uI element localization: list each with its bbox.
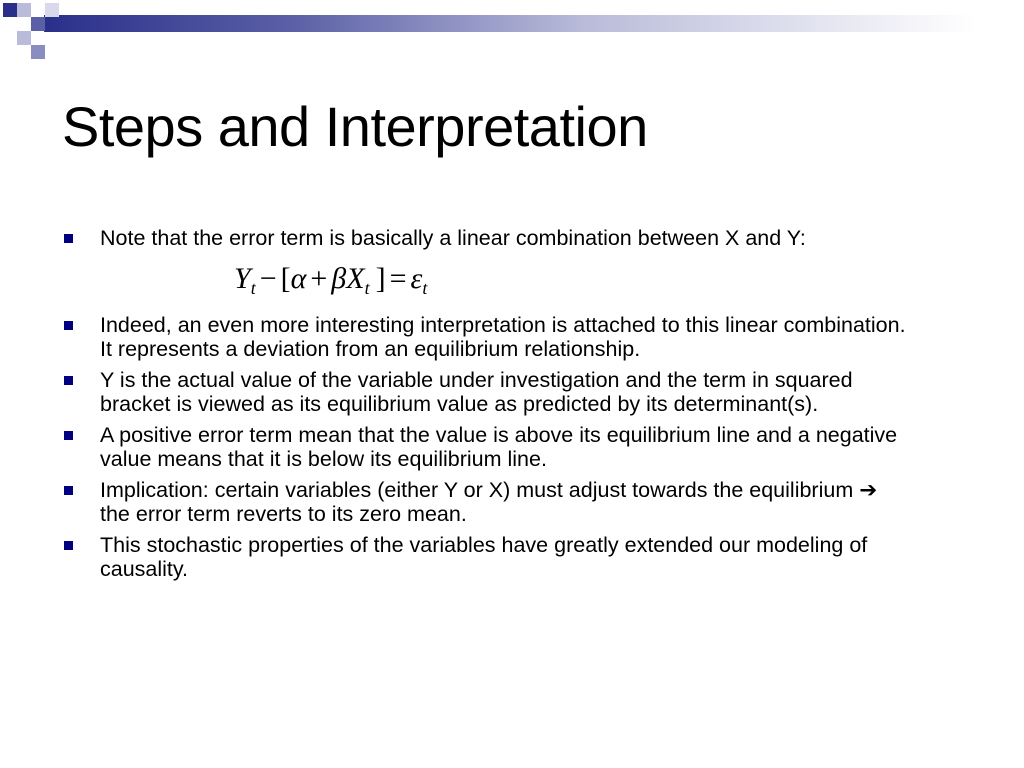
eq-sub-t-2: t bbox=[364, 277, 370, 298]
bullet-square-icon bbox=[64, 234, 73, 243]
bullet-item bbox=[62, 368, 912, 417]
bullet-square-icon bbox=[64, 431, 73, 440]
header-square-mid bbox=[31, 17, 45, 31]
header-square-light-2 bbox=[17, 31, 31, 45]
header-square-dark-2 bbox=[31, 45, 45, 59]
bullet-item bbox=[62, 533, 912, 582]
eq-beta: β bbox=[331, 261, 347, 295]
header-square-white bbox=[45, 3, 59, 17]
bullet-square-icon bbox=[64, 541, 73, 550]
bullet-square-icon bbox=[64, 486, 73, 495]
bullet-square-icon bbox=[64, 376, 73, 385]
bullet-text-after: the error term reverts to its zero mean. bbox=[100, 502, 467, 526]
bullet-text-before: Implication: certain variables (either Y or X) must adjust towards the equilibrium bbox=[100, 477, 860, 502]
equation bbox=[234, 257, 1024, 301]
eq-y: Y bbox=[234, 261, 251, 295]
slide-title: Steps and Interpretation bbox=[62, 95, 648, 158]
header-square-light bbox=[17, 3, 31, 17]
bullet-text: A positive error term mean that the value is above its equilibrium line and a negative value means that it is below its equilibrium line. bbox=[100, 422, 898, 471]
bullet-item bbox=[62, 478, 912, 527]
bullet-text: This stochastic properties of the variables have greatly extended our modeling of causality. bbox=[100, 532, 868, 581]
eq-minus: − bbox=[259, 261, 277, 295]
eq-alpha: α bbox=[290, 261, 307, 295]
equation-row bbox=[62, 257, 912, 301]
bullet-list bbox=[62, 226, 912, 588]
header-square-dark bbox=[3, 3, 17, 17]
bullet-text: Indeed, an even more interesting interpretation is attached to this linear combination. It represents a deviation from an equilibrium relationship. bbox=[100, 312, 906, 361]
eq-plus: + bbox=[310, 261, 328, 295]
eq-sub-t-3: t bbox=[422, 277, 428, 298]
bullet-item bbox=[62, 226, 912, 251]
bullet-item bbox=[62, 423, 912, 472]
header-gradient-bar bbox=[44, 15, 1024, 32]
bullet-text: Y is the actual value of the variable under investigation and the term in squared bracket is viewed as its equilibrium value as predicted by its determinant(s). bbox=[100, 367, 853, 416]
eq-epsilon: ε bbox=[410, 261, 423, 295]
eq-sub-t: t bbox=[250, 277, 256, 298]
bullet-square-icon bbox=[64, 321, 73, 330]
eq-rbracket: ] bbox=[375, 261, 386, 295]
eq-x: X bbox=[346, 261, 365, 295]
right-arrow-icon: ➔ bbox=[859, 477, 878, 502]
eq-equals: = bbox=[389, 261, 407, 295]
eq-lbracket: [ bbox=[280, 261, 291, 295]
bullet-text: Note that the error term is basically a linear combination between X and Y: bbox=[100, 226, 806, 250]
bullet-item bbox=[62, 313, 912, 362]
